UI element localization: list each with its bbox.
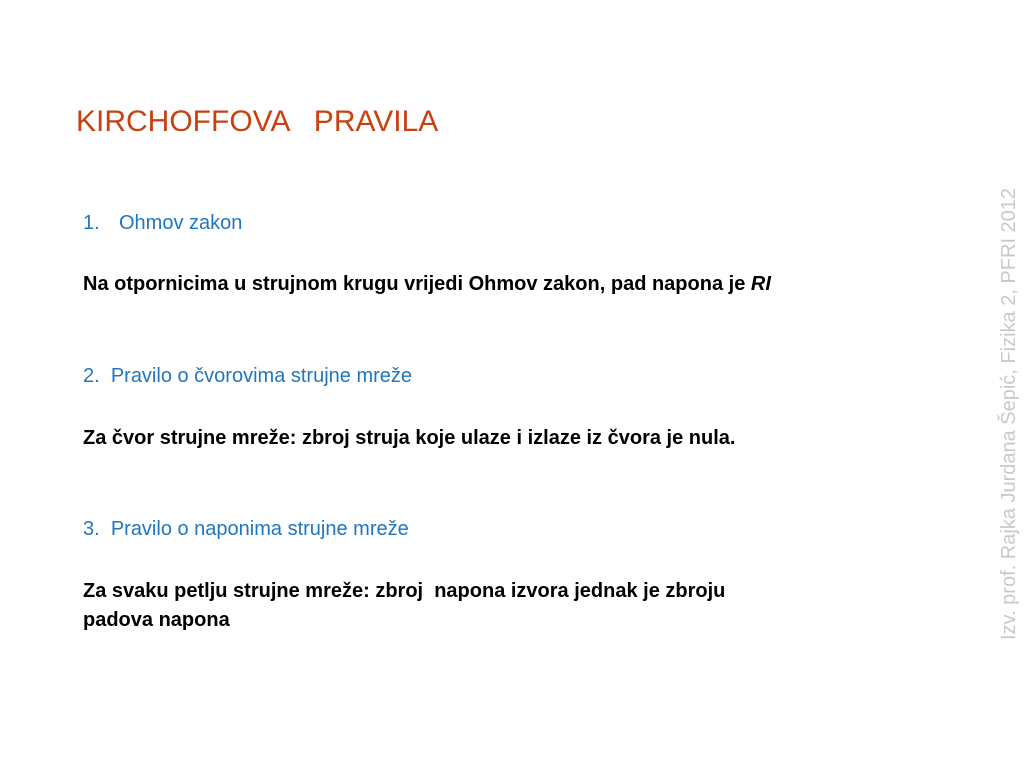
rule-3-body bbox=[83, 577, 725, 635]
rule-3-heading bbox=[83, 516, 409, 542]
rule-1-number: 1. bbox=[83, 212, 100, 234]
rule-2-heading bbox=[83, 363, 412, 389]
rule-2-heading-text: Pravilo o čvorovima strujne mreže bbox=[110, 365, 413, 387]
rule-3-number: 3. bbox=[83, 518, 100, 540]
rule-1-heading-text: Ohmov zakon bbox=[119, 212, 243, 234]
rule-2-body: Za čvor strujne mreže: zbroj struja koje ulaze i izlaze iz čvora je nula. bbox=[83, 427, 736, 449]
rule-1-body bbox=[83, 270, 771, 299]
slide-title: KIRCHOFFOVA PRAVILA bbox=[76, 105, 439, 138]
rule-1-body-text: Na otpornicima u strujnom krugu vrijedi Ohmov zakon, pad napona je bbox=[83, 273, 751, 295]
rule-3-heading-text: Pravilo o naponima strujne mreže bbox=[110, 518, 409, 540]
rule-3-body-line-1: Za svaku petlju strujne mreže: zbroj napona izvora jednak je zbroju bbox=[83, 580, 726, 602]
side-credit: Izv. prof. Rajka Jurdana Šepić, Fizika 2, PFRI 2012 bbox=[998, 187, 1020, 640]
rule-1-body-emphasis: RI bbox=[750, 273, 771, 295]
rule-3-body-line-2: padova napona bbox=[83, 609, 230, 631]
rule-1-heading bbox=[83, 210, 242, 236]
rule-2-number: 2. bbox=[83, 365, 100, 387]
